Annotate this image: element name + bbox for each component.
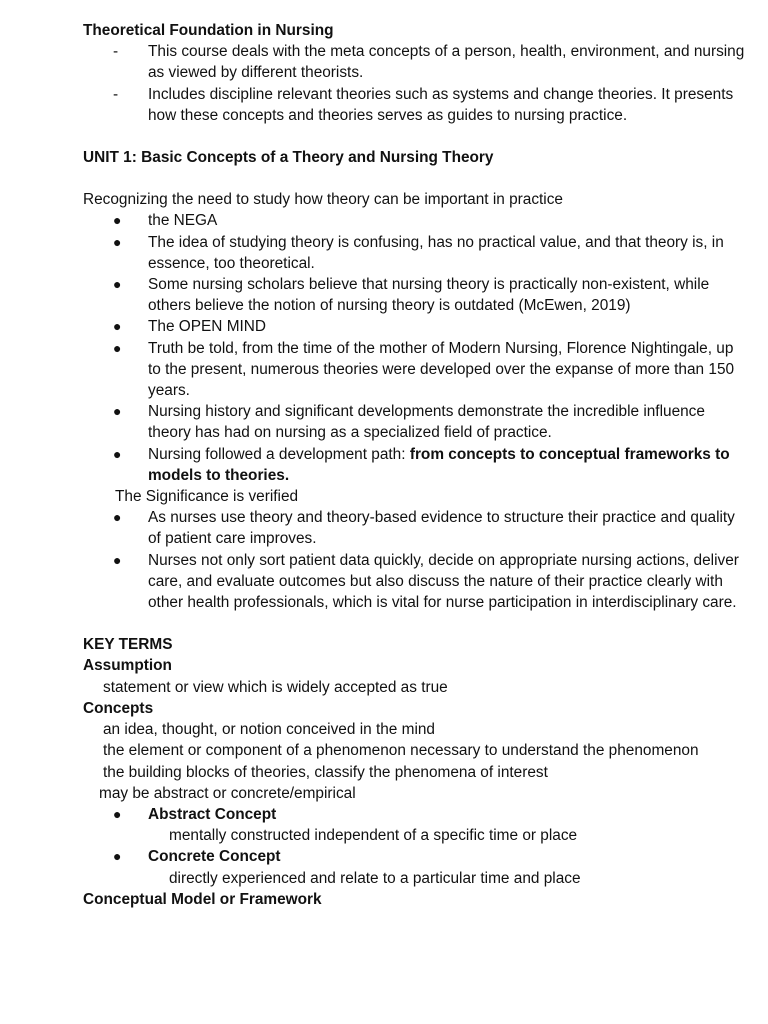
list-item-text <box>148 444 748 486</box>
list-item-text: The idea of studying theory is confusing, has no practical value, and that theory is, in essence, too theoretical. <box>148 233 724 272</box>
bullet-marker: ● <box>113 276 122 293</box>
list-item <box>0 401 768 443</box>
bullet-marker: ● <box>113 339 122 356</box>
definition-abstract-concept: mentally constructed independent of a specific time or place <box>169 827 578 845</box>
intro-item <box>0 84 768 126</box>
list-item <box>0 274 768 316</box>
key-terms-heading: KEY TERMS <box>83 636 173 654</box>
bullet-marker: ● <box>113 233 122 250</box>
bullet-marker: ● <box>113 212 122 229</box>
bullet-marker: ● <box>113 551 122 568</box>
spacer <box>0 126 768 147</box>
definition-concrete-concept: directly experienced and relate to a particular time and place <box>169 869 581 887</box>
list-item <box>0 804 768 825</box>
list-item-text: Nurses not only sort patient data quickly, decide on appropriate nursing actions, deliver care, and evaluate outcomes but also discuss the nature of their practice clearly with other health professionals, which is vital for nurse participation in interdisciplinary care. <box>148 551 739 612</box>
bullet-marker: ● <box>113 509 122 526</box>
bullet-marker: ● <box>113 848 122 865</box>
list-item-text: the NEGA <box>148 212 218 230</box>
list-item <box>0 338 768 402</box>
definition-concepts-1: an idea, thought, or notion conceived in the mind <box>103 721 435 739</box>
significance-line: The Significance is verified <box>115 488 299 506</box>
definition-concepts-3: the building blocks of theories, classify the phenomena of interest <box>103 763 548 781</box>
document-title: Theoretical Foundation in Nursing <box>83 22 334 39</box>
list-item <box>0 210 768 231</box>
list-item <box>0 444 768 486</box>
unit-heading: UNIT 1: Basic Concepts of a Theory and Nursing Theory <box>83 149 494 167</box>
dev-path-text: Nursing followed a development path: <box>148 445 410 463</box>
list-item-text: As nurses use theory and theory-based evidence to structure their practice and quality of patient care improves. <box>148 509 735 548</box>
term-concrete-concept: Concrete Concept <box>148 848 281 866</box>
list-item <box>0 846 768 867</box>
definition-concepts-4: may be abstract or concrete/empirical <box>99 784 356 802</box>
term-conceptual-model: Conceptual Model or Framework <box>83 890 322 908</box>
bullet-marker: ● <box>113 445 122 462</box>
spacer <box>0 168 768 189</box>
bullet-marker: ● <box>113 318 122 335</box>
list-item-text: Nursing history and significant developments demonstrate the incredible influence theory has had on nursing as a specialized field of practice. <box>148 403 705 442</box>
dev-path-emphasis: from concepts to conceptual frameworks to models to theories. <box>148 445 730 484</box>
recognizing-line: Recognizing the need to study how theory can be important in practice <box>83 191 563 209</box>
dash-marker: - <box>113 43 119 61</box>
bullet-marker: ● <box>113 805 122 822</box>
bullet-marker: ● <box>113 403 122 420</box>
list-item <box>0 507 768 549</box>
definition-concepts-2: the element or component of a phenomenon necessary to understand the phenomenon <box>103 742 699 760</box>
intro-text: This course deals with the meta concepts of a person, health, environment, and nursing as viewed by different theorists. <box>148 43 745 82</box>
list-item-text: Truth be told, from the time of the mother of Modern Nursing, Florence Nightingale, up to the present, numerous theories were developed over the expanse of more than 150 years. <box>148 339 735 400</box>
term-abstract-concept: Abstract Concept <box>148 805 277 823</box>
list-item-text: The OPEN MIND <box>148 318 267 336</box>
spacer <box>0 613 768 634</box>
intro-text: Includes discipline relevant theories such as systems and change theories. It presents how these concepts and theories serves as guides to nursing practice. <box>148 85 734 124</box>
term-concepts: Concepts <box>83 699 154 717</box>
list-item-text: Some nursing scholars believe that nursing theory is practically non-existent, while others believe the notion of nursing theory is outdated (McEwen, 2019) <box>148 276 710 315</box>
dash-marker: - <box>113 85 119 103</box>
list-item <box>0 550 768 614</box>
list-item <box>0 316 768 337</box>
list-item <box>0 232 768 274</box>
term-assumption: Assumption <box>83 657 172 675</box>
definition-assumption: statement or view which is widely accepted as true <box>103 678 448 696</box>
intro-item <box>0 41 768 83</box>
